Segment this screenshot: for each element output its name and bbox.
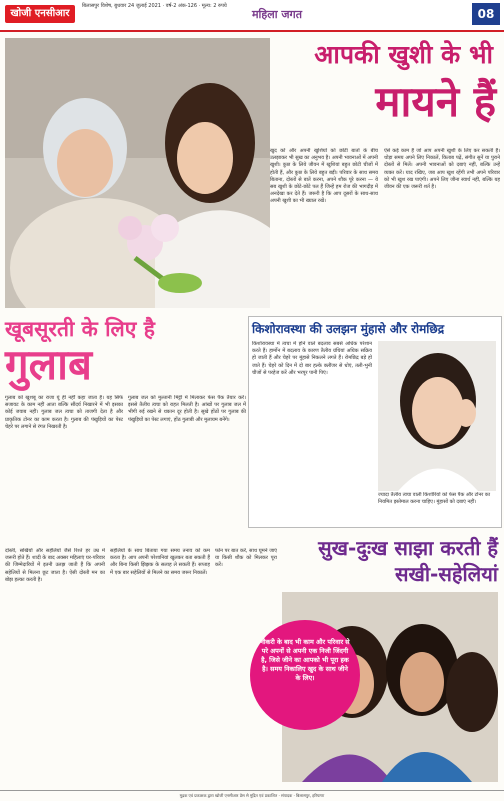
beauty-headline-line1: खूबसूरती के लिए है xyxy=(5,317,155,341)
girl-portrait-photo xyxy=(378,341,496,491)
teen-caption: ज्यादा तैलीय त्वचा वाली किशोरियों को फेस पैक और टोनर का नियमित इस्तेमाल करना चाहिए। मुंहासों को दबाएं नहीं। xyxy=(378,492,491,505)
article-column-2: ऐसे कई काम हैं जो आप अपनी खुशी के लिए कर सकती हैं। थोड़ा समय अपने लिए निकालें, किताब पढ़ें, संगीत सुनें या पुराने दोस्तों से मिलें। अपनी भावनाओं को दबाएं नहीं, बल्कि उन्हें व्यक्त करें। याद रखिए, जब आप खुश रहेंगी तभी अपने परिवार को भी खुश रख पाएंगी। अपने लिए जीना स्वार्थ नहीं, बल्कि यह जीवन की एक जरूरी शर्त है। xyxy=(384,148,500,191)
masthead-info: बिलासपुर विशेष, बुधवार 24 जुलाई 2021 · वर्ष-2 अंक-126 · मूल्य: 2 रुपये xyxy=(82,3,227,9)
quote-bubble: नौकरी के बाद भी काम और परिवार से परे अपनों से अपनी एक निजी जिंदगी है, जिसे जीने का आपको भी पूरा हक है। समय निकालिए खुद के साथ जीने के लिए। xyxy=(250,620,360,730)
section-title: महिला जगत xyxy=(251,8,303,21)
page-number: 08 xyxy=(472,3,500,25)
beauty-column-1: गुलाब को खुशबू का राजा यूं ही नहीं कहा जाता है। यह सिर्फ सजावट के काम नहीं आता बल्कि सौंदर्य निखारने में भी इसका कोई जवाब नहीं। गुलाब जल त्वचा को ताजगी देता है और प्राकृतिक टोनर का काम करता है। गुलाब की पंखुड़ियों का पेस्ट चेहरे पर लगाने से रंगत निखरती है। xyxy=(5,395,123,430)
friends-headline-line1: सुख-दुःख साझा करती हैं xyxy=(318,536,498,560)
article-column-1: खुद को और अपनी खुशियों को छोटी बातों के बीच उलझाकर भी सुख का अनुभव है। अपनी भावनाओं में अपनी खुशी। कुछ के लिये जीवन में खुशियां बहुत छोटी चीजों में होती हैं, और कुछ के लिये बहुत बड़ी। परिवार के साथ समय बिताना, दोस्तों से बातें करना, अपने शौक पूरे करना — ये सब खुशी के छोटे-छोटे पल हैं जिन्हें हम रोज की भागदौड़ में अनदेखा कर देते हैं। जरूरी है कि आप दूसरों के साथ-साथ अपनी खुशी का भी ख्याल रखें। xyxy=(270,148,378,205)
page-footer: मुद्रक एवं प्रकाशक द्वारा खोजी एनसीआर प्रेस से मुद्रित एवं प्रकाशित · संपादक · बिलासपुर, हरियाणा xyxy=(0,790,504,801)
friends-headline-line2: सखी-सहेलियां xyxy=(394,562,498,586)
article-headline-line1: आपकी खुशी के भी xyxy=(314,40,493,69)
friends-column-1: दोस्ती, सखियों और सहेलियों जैसे रिश्ते हर उम्र में जरूरी होते हैं। शादी के बाद अक्सर महिलाएं घर-परिवार की जिम्मेदारियों में इतनी उलझ जाती हैं कि अपनी सहेलियों से मिलना छूट जाता है। ऐसी दोस्ती मन का बोझ हल्का करती है। xyxy=(5,548,105,583)
friends-column-2: सहेलियों के साथ बिताया गया समय तनाव को कम करता है। आप अपनी परेशानियां खुलकर बता सकती हैं और बिना किसी झिझक के सलाह ले सकती हैं। सप्ताह में एक बार सहेलियों से मिलने का समय जरूर निकालें। xyxy=(110,548,210,576)
teen-photo xyxy=(378,341,496,491)
beauty-headline xyxy=(5,316,230,388)
beauty-column-2: गुलाब जल को मुल्तानी मिट्टी में मिलाकर फेस पैक तैयार करें। इससे तैलीय त्वचा को राहत मिलती है। आंखों पर गुलाब जल में भीगी रुई रखने से थकान दूर होती है। सूखे होंठों पर गुलाब की पंखुड़ियों का पेस्ट लगाएं, होंठ गुलाबी और मुलायम बनेंगे। xyxy=(128,395,246,423)
mother-daughter-photo xyxy=(5,38,270,308)
hero-photo xyxy=(5,38,270,308)
friends-column-3: फोन पर बात करें, साथ घूमने जाएं या किसी शौक को मिलकर पूरा करें। xyxy=(215,548,277,569)
teen-column: किशोरावस्था में त्वचा में होने वाले बदलाव सबसे अधिक परेशान करते हैं। हार्मोन में बदलाव के कारण तैलीय ग्रंथियां अधिक सक्रिय हो जाती हैं और चेहरे पर मुंहासे निकलने लगते हैं। रोमछिद्र बड़े हो जाते हैं। चेहरे को दिन में दो बार हल्के क्लींजर से धोएं, तली-भुनी चीजों से परहेज करें और भरपूर पानी पिएं। xyxy=(252,341,372,376)
teen-headline: किशोरावस्था की उलझन मुंहासे और रोमछिद्र xyxy=(252,322,445,336)
newspaper-logo: खोजी एनसीआर xyxy=(5,5,75,23)
beauty-headline-line2: गुलाब xyxy=(5,340,92,389)
article-headline-line2: मायने हैं xyxy=(375,77,496,126)
